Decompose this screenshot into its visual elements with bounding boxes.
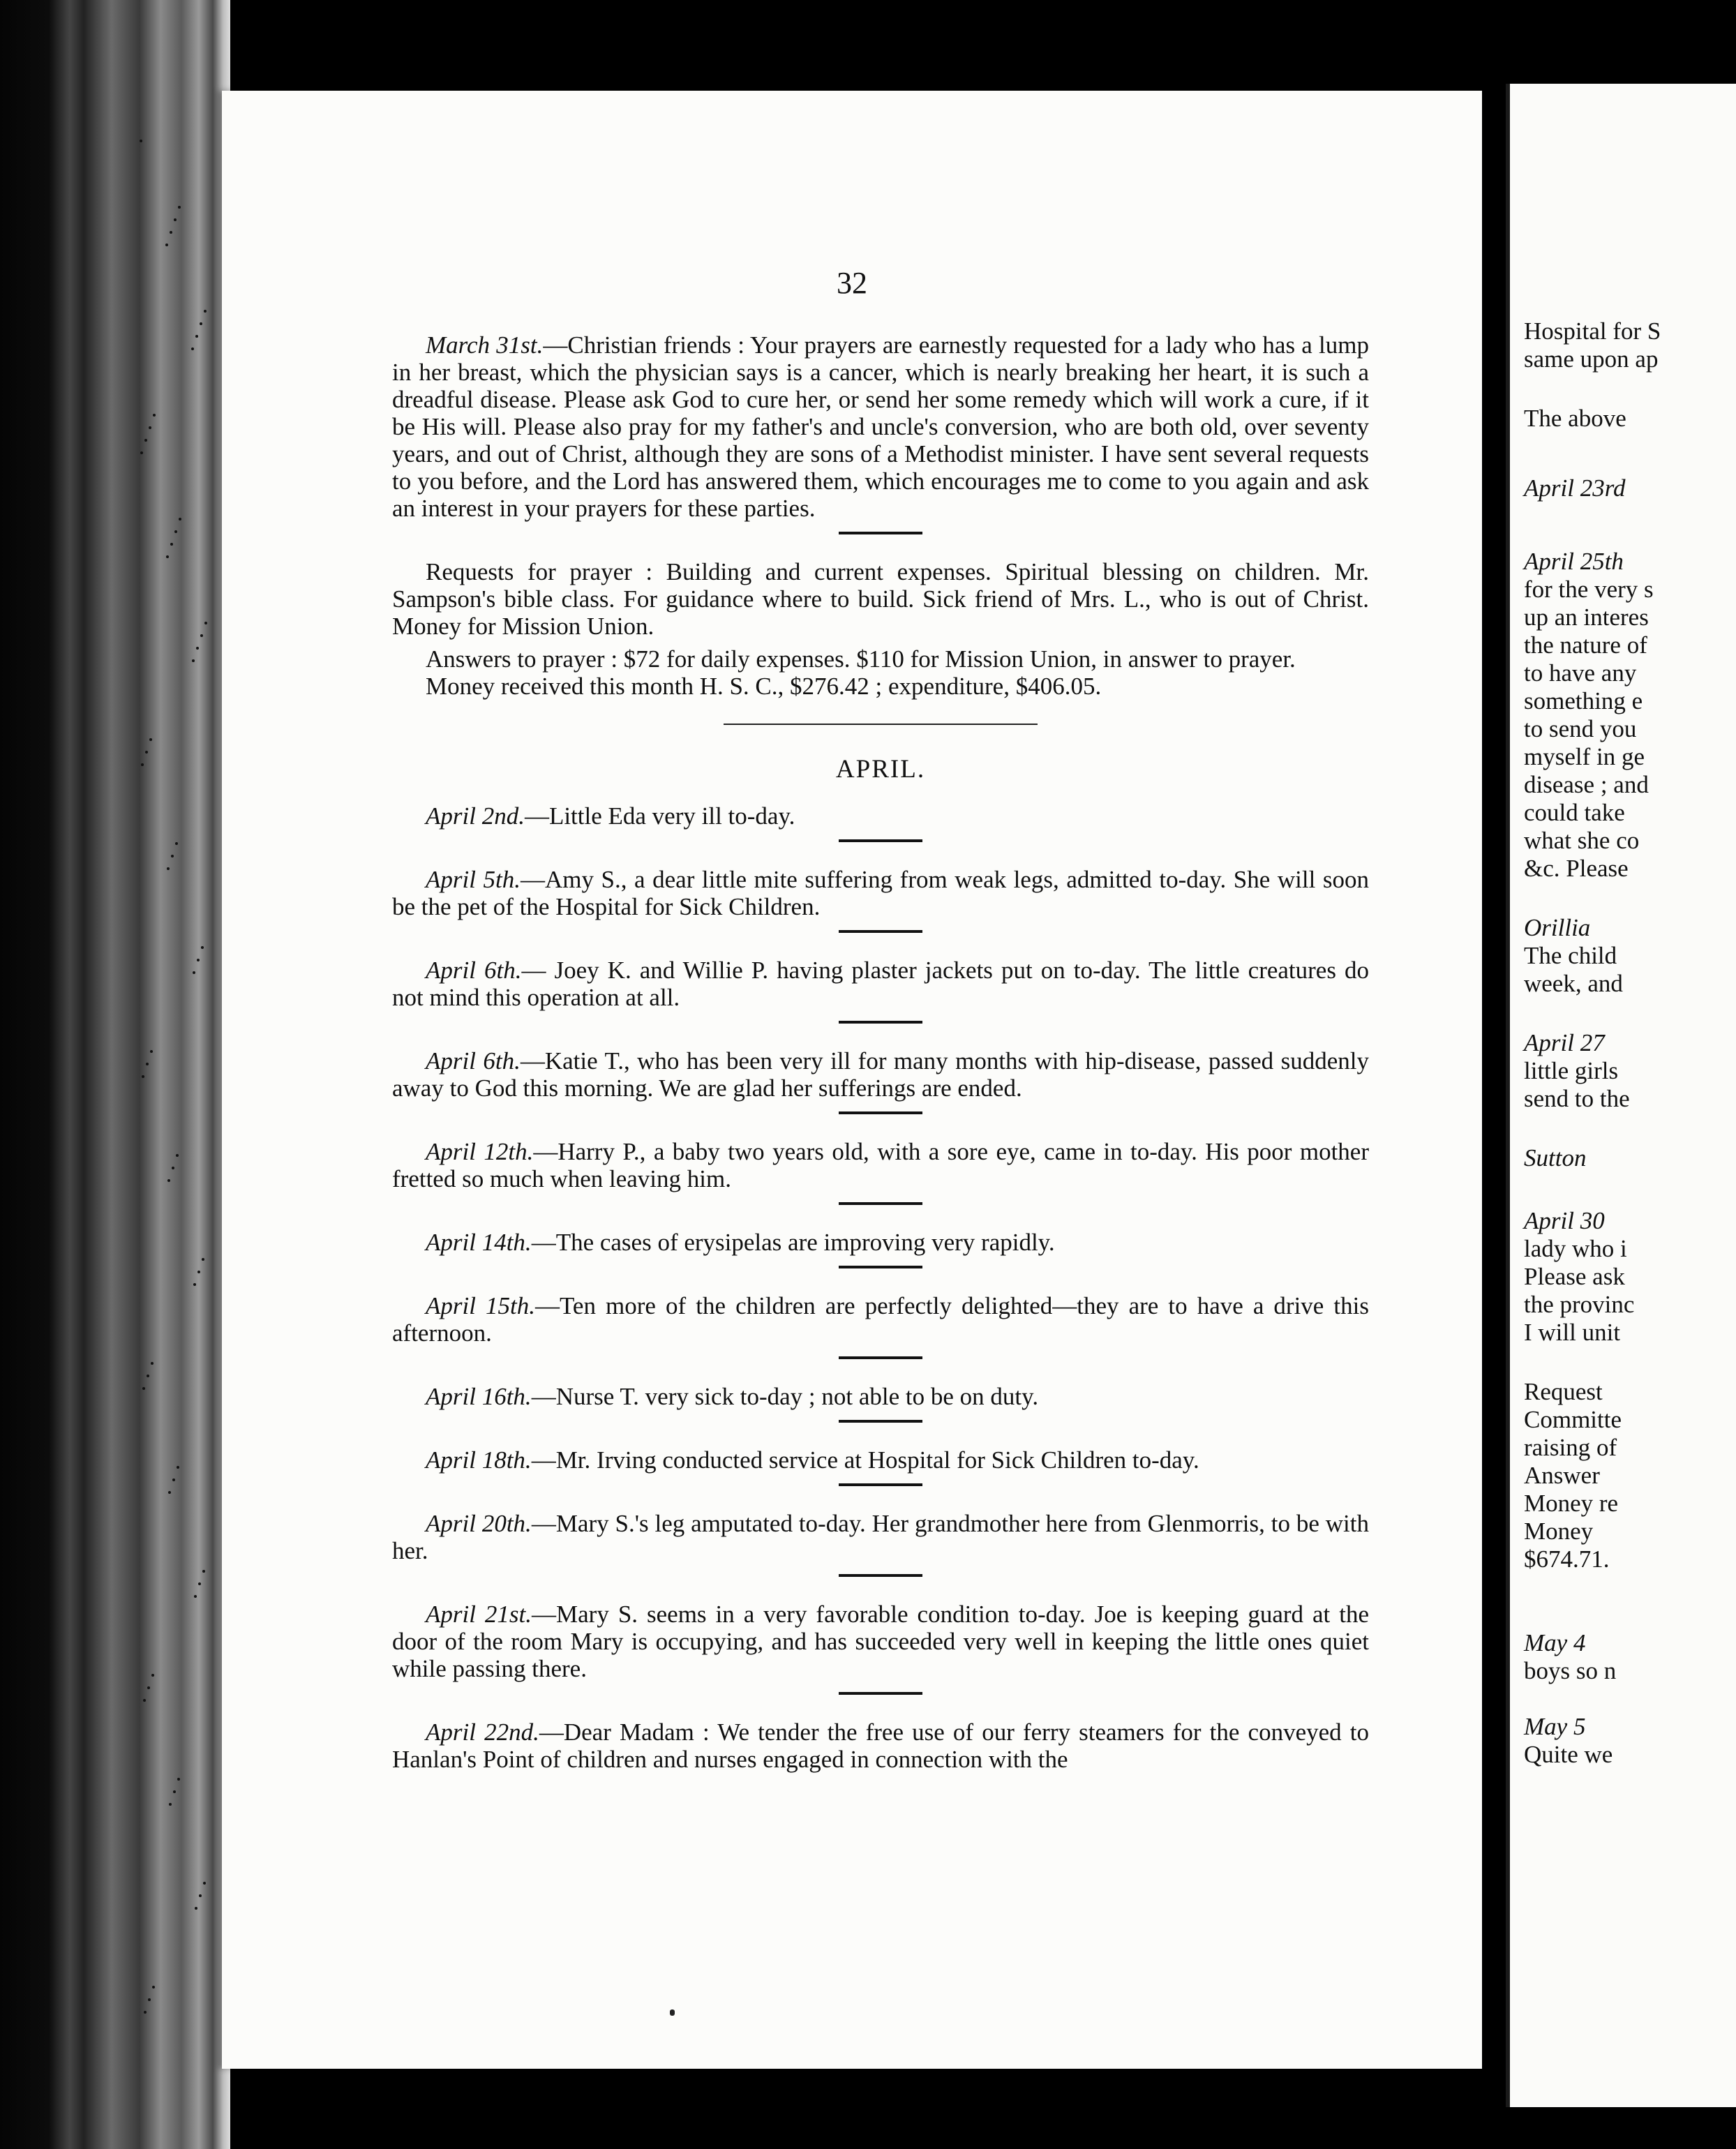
entry-date: April 20th. [426,1510,532,1537]
spine-speck [152,1986,155,1989]
spine-speck [153,414,156,417]
april-entry [392,1229,1369,1256]
spine-speck [141,763,144,766]
divider [839,1483,922,1486]
spine-speck [168,1491,171,1494]
money-received: Money received this month H. S. C., $276.42 ; expenditure, $406.05. [426,673,1102,700]
spine-speck [165,244,168,246]
april-entry [392,1510,1369,1564]
entry-text: — Joey K. and Willie P. having plaster jackets put on to-day. The little creatures do not mind this operation at all. [392,957,1369,1011]
entry-text: —Mary S.'s leg amputated to-day. Her grandmother here from Glenmorris, to be with her. [392,1510,1369,1564]
april-entry [392,1292,1369,1347]
answers-to-prayer: Answers to prayer : $72 for daily expenses. $110 for Mission Union, in answer to prayer. [426,645,1296,673]
right-page-text-fragment: Request [1524,1378,1603,1405]
page-number: 32 [837,266,867,300]
left-page [222,91,1482,2069]
april-entry [392,1601,1369,1682]
right-page-text-fragment: Money [1524,1518,1594,1545]
right-page-text-fragment: the nature of [1524,631,1647,659]
april-entry [392,802,1369,830]
page-content [392,331,1369,1773]
entry-date: April 16th. [426,1383,532,1410]
spine-speck [140,140,142,142]
spine-speck [178,206,181,209]
entry-text: —Little Eda very ill to-day. [524,802,795,830]
spine-speck [194,1595,197,1598]
spine-speck [179,518,181,521]
april-entry [392,1446,1369,1474]
divider [839,532,922,534]
entry-text: —The cases of erysipelas are improving very rapidly. [531,1229,1055,1256]
spine-speck [167,867,170,870]
spine-speck [200,322,202,325]
entry-text: —Ten more of the children are perfectly delighted—they are to have a drive this afternoon. [392,1292,1369,1347]
entry-text: —Katie T., who has been very ill for many months with hip-disease, passed suddenly away to God this morning. We are glad her sufferings are ended. [392,1047,1369,1102]
divider [839,1266,922,1268]
right-page-text-fragment: Please ask [1524,1263,1625,1290]
spine-speck [172,1478,175,1481]
entry-text: —Dear Madam : We tender the free use of our ferry steamers for the conveyed to Hanlan's Point of children and nurses engaged in connection with the [392,1719,1369,1773]
april-entry [392,1138,1369,1192]
divider [839,1574,922,1577]
april-entry [392,1047,1369,1102]
entry-text: —Mr. Irving conducted service at Hospital for Sick Children to-day. [531,1446,1199,1474]
spine-speck [170,231,172,234]
entry-date: April 6th. [426,1047,521,1074]
right-page-text-fragment: The above [1524,405,1626,432]
right-page-text-fragment: send to the [1524,1085,1630,1112]
right-page-text-fragment: I will unit [1524,1319,1621,1346]
right-page-text-fragment: something e [1524,687,1643,714]
spine-speck [174,530,177,533]
right-page-text-fragment: boys so n [1524,1657,1617,1684]
april-entry [392,866,1369,920]
right-page-text-fragment: Sutton [1524,1144,1587,1171]
spine-speck [172,1167,174,1169]
spine-speck [202,1258,204,1261]
spine-speck [176,1154,179,1157]
spine-speck [197,959,200,961]
march-entry [392,331,1369,522]
right-page-text-fragment: week, and [1524,970,1623,997]
entry-date: April 22nd. [426,1719,539,1746]
divider [839,930,922,933]
spine-speck [192,659,195,662]
entry-date: April 5th. [426,866,521,893]
spine-speck [200,634,203,637]
entry-text: —Christian friends : Your prayers are earnestly requested for a lady who has a lump in her breast, which the physician says is a cancer, which is nearly breaking her heart, it is such a dreadful disease. Please ask God to cure her, or send her some remedy which will work a cure, if it be His will. Please also pray for my father's and uncle's conversion, who are both old, over seventy years, and out of Christ, although they are sons of a Methodist minister. I have sent several requests to you before, and the Lord has answered them, which encourages me to come to you again and ask an interest in your prayers for these parties. [392,331,1370,522]
book-spine [0,0,230,2149]
divider [839,1021,922,1024]
april-entry [392,957,1369,1011]
right-page-text-fragment: the provinc [1524,1291,1635,1318]
section-divider [724,724,1038,725]
right-page-text-fragment: little girls [1524,1057,1619,1084]
right-page-text-fragment: raising of [1524,1434,1617,1461]
right-page-text-fragment: April 30 [1524,1207,1605,1234]
right-page-text-fragment: for the very s [1524,576,1654,603]
entry-text: —Amy S., a dear little mite suffering from weak legs, admitted to-day. She will soon be the pet of the Hospital for Sick Children. [392,866,1369,920]
right-page-text-fragment: could take [1524,799,1625,826]
right-page-text-fragment: April 23rd [1524,474,1626,502]
right-page-text-fragment: The child [1524,942,1617,969]
spine-speck [140,451,143,454]
section-title: APRIL. [835,755,926,784]
ink-dot [670,2009,675,2016]
divider [839,1356,922,1359]
entry-date: April 21st. [426,1601,532,1628]
spine-speck [195,1907,197,1910]
right-page-text-fragment: April 25th [1524,548,1624,575]
entry-date: April 6th. [426,957,522,984]
entry-date: April 15th. [426,1292,535,1319]
spine-speck [175,842,178,845]
spine-speck [142,1075,144,1078]
spine-speck [193,971,195,974]
right-page [1506,84,1736,2107]
spine-speck [203,1882,206,1885]
spine-speck [174,218,177,221]
right-page-text-fragment: $674.71. [1524,1545,1610,1573]
april-entry [392,1719,1369,1773]
spine-speck [147,1375,149,1377]
spine-speck [177,1778,180,1781]
right-page-text-fragment: lady who i [1524,1235,1627,1262]
spine-speck [171,855,174,858]
right-page-text-fragment: Hospital for S [1524,317,1661,345]
spine-speck [191,347,194,350]
spine-speck [143,1699,146,1702]
spine-speck [204,622,207,624]
spine-speck [144,2011,147,2014]
spine-speck [147,1686,150,1689]
entry-text: —Nurse T. very sick to-day ; not able to be on duty. [531,1383,1039,1410]
spine-speck [167,1179,170,1182]
spine-speck [204,310,207,313]
spine-speck [169,1803,172,1806]
divider [839,1692,922,1695]
spine-speck [202,1570,205,1573]
right-page-text-fragment: Money re [1524,1490,1619,1517]
spine-speck [198,1582,201,1585]
spine-speck [144,439,147,442]
right-page-text-fragment: to send you [1524,715,1637,742]
entry-date: March 31st. [426,331,544,359]
right-page-text-fragment: April 27 [1524,1029,1605,1056]
right-page-text-fragment: what she co [1524,827,1640,854]
spine-speck [195,335,198,338]
entry-date: April 2nd. [426,802,525,830]
entry-date: April 14th. [426,1229,532,1256]
requests-for-prayer: Requests for prayer : Building and current expenses. Spiritual blessing on children. Mr. Sampson's bible class. For guidance where to build. Sick friend of Mrs. L., who is out of Christ. Money for Mission Union. [392,558,1369,640]
spine-speck [173,1790,176,1793]
spine-speck [196,647,199,650]
right-page-text-fragment: &c. Please [1524,855,1629,882]
divider [839,839,922,842]
right-page-text-fragment: myself in ge [1524,743,1645,770]
right-page-text-fragment: to have any [1524,659,1637,687]
spine-speck [150,1050,153,1053]
spine-speck [177,1466,179,1469]
spine-speck [151,1674,154,1677]
spine-speck [148,1998,151,2001]
spine-speck [142,1387,145,1390]
spine-speck [149,738,152,741]
spine-speck [149,426,151,429]
spine-speck [170,543,173,546]
right-page-text-fragment: up an interes [1524,604,1649,631]
divider [839,1111,922,1114]
right-page-text-fragment: May 4 [1524,1629,1586,1656]
spine-speck [151,1362,154,1365]
right-page-text-fragment: Committe [1524,1406,1622,1433]
spine-speck [197,1271,200,1273]
april-entry [392,1383,1369,1410]
spine-speck [145,751,148,754]
right-page-text-fragment: disease ; and [1524,771,1649,798]
entry-text: —Mary S. seems in a very favorable condition to-day. Joe is keeping guard at the door of the room Mary is occupying, and has succeeded very well in keeping the little ones quiet while passing there. [392,1601,1370,1682]
april-entries [392,802,1369,1773]
right-page-text-fragment: same upon ap [1524,345,1659,373]
spine-speck [166,555,169,558]
spine-speck [193,1283,196,1286]
spine-speck [146,1063,149,1065]
right-page-text-fragment: Quite we [1524,1741,1613,1768]
entry-date: April 12th. [426,1138,534,1165]
entry-text: —Harry P., a baby two years old, with a sore eye, came in to-day. His poor mother fretted so much when leaving him. [392,1138,1369,1192]
right-page-text-fragment: May 5 [1524,1713,1586,1740]
right-page-text-fragment: Answer [1524,1462,1600,1489]
right-page-text-fragment: Orillia [1524,914,1591,941]
entry-date: April 18th. [426,1446,532,1474]
divider [839,1202,922,1205]
divider [839,1420,922,1423]
spine-speck [201,946,204,949]
spine-speck [199,1894,202,1897]
